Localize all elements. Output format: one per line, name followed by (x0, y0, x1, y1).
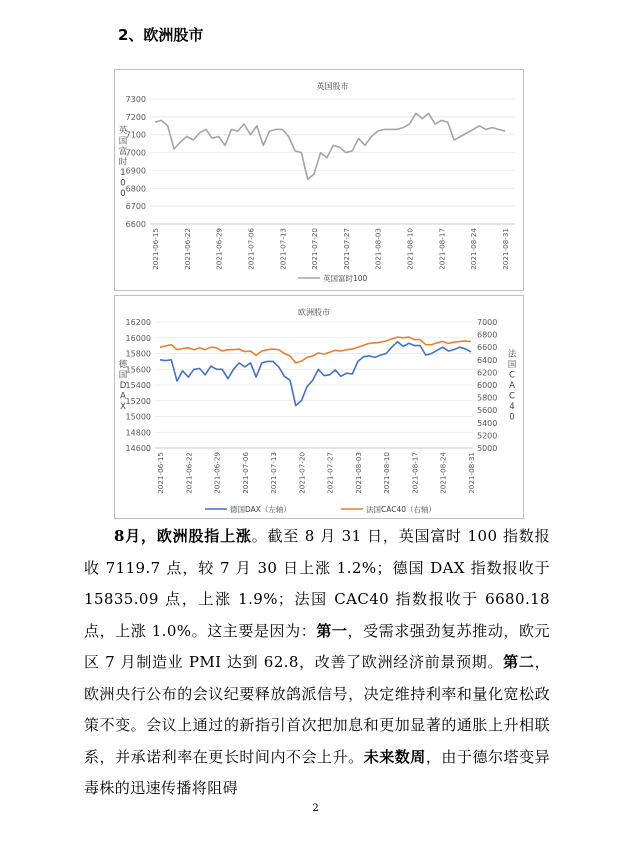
x-tick-label: 2021-08-17 (410, 452, 420, 494)
europe-stock-chart (114, 295, 524, 519)
y-axis-label: 英 (118, 126, 128, 136)
legend-label: 德国DAX（左轴） (230, 505, 291, 514)
y2-tick-label: 6800 (477, 330, 498, 340)
y2-tick-label: 5400 (477, 418, 498, 428)
uk-stock-chart-svg (115, 70, 523, 290)
y-axis-label: 国 (118, 136, 128, 147)
x-tick-label: 2021-07-13 (269, 452, 279, 494)
legend-label: 英国富时100 (323, 274, 368, 283)
bold-text-run: 8月，欧洲股指上涨 (114, 527, 252, 545)
europe-stock-chart-svg (115, 296, 523, 518)
x-tick-label: 2021-06-22 (182, 228, 192, 270)
x-tick-label: 2021-08-31 (501, 228, 510, 270)
y-axis-label: 1 (120, 168, 126, 178)
x-tick-label: 2021-07-20 (310, 228, 320, 270)
y-tick-label: 15000 (125, 412, 151, 422)
bold-text-run: 未来数周 (363, 747, 426, 766)
y2-tick-label: 5000 (477, 444, 498, 453)
y-tick-label: 7300 (125, 95, 146, 104)
x-tick-label: 2021-08-03 (373, 228, 383, 270)
y-axis-label: 时 (118, 157, 128, 168)
y-tick-label: 16000 (125, 333, 151, 343)
y-axis-label: A (120, 391, 126, 402)
x-tick-label: 2021-08-31 (467, 452, 476, 494)
text-run: ，由于德尔塔变异毒株的迅速传播将阻碍 (84, 747, 551, 797)
x-tick-label: 2021-07-06 (246, 228, 256, 270)
y2-axis-label: C (509, 370, 515, 381)
x-tick-label: 2021-07-13 (278, 228, 288, 270)
y-axis-label: 0 (120, 189, 126, 199)
y2-axis-label: 4 (509, 402, 515, 412)
bold-text-run: 第二 (503, 653, 535, 671)
x-tick-label: 2021-08-24 (469, 228, 479, 270)
x-tick-label: 2021-07-27 (325, 452, 335, 494)
y-tick-label: 6600 (125, 220, 146, 229)
x-tick-label: 2021-07-27 (341, 228, 351, 270)
y-tick-label: 15800 (125, 349, 151, 359)
body-paragraph (84, 521, 550, 805)
y2-tick-label: 7000 (477, 318, 498, 327)
x-tick-label: 2021-06-29 (212, 452, 222, 494)
x-tick-label: 2021-08-17 (437, 228, 447, 270)
y-axis-label: 富 (118, 147, 128, 157)
y-axis-label: 0 (120, 178, 126, 189)
x-tick-label: 2021-08-24 (438, 452, 448, 494)
y-tick-label: 7100 (125, 130, 146, 140)
y2-axis-label: 法 (507, 349, 517, 360)
y-tick-label: 6800 (125, 184, 146, 194)
y2-tick-label: 5200 (477, 431, 498, 441)
y-tick-label: 14800 (125, 428, 151, 438)
x-tick-label: 2021-06-29 (214, 228, 224, 270)
y-tick-label: 16200 (125, 318, 151, 327)
y-tick-label: 15600 (125, 365, 151, 375)
chart-title: 英国股市 (316, 82, 349, 91)
x-tick-label: 2021-08-10 (405, 228, 415, 270)
y-tick-label: 6700 (125, 202, 146, 212)
y-tick-label: 15400 (125, 381, 151, 390)
y-tick-label: 6900 (125, 166, 146, 176)
y2-tick-label: 5800 (477, 393, 498, 403)
legend-label: 法国CAC40（右轴） (366, 505, 437, 514)
page-number: 2 (312, 803, 319, 814)
x-tick-label: 2021-08-03 (353, 452, 363, 494)
y2-tick-label: 6600 (477, 343, 498, 353)
y-axis-label: X (120, 402, 126, 412)
y2-tick-label: 6000 (477, 381, 498, 390)
y2-tick-label: 5600 (477, 406, 498, 416)
y-tick-label: 7000 (125, 148, 146, 158)
section-heading: 2、欧洲股市 (118, 26, 204, 44)
text-run: 。截至 8 月 31 日，英国富时 100 指数报收 7119.7 点，较 7 月 30 日上涨 1.2%；德国 DAX 指数报收于 15835.09 点，上涨 1.9%；法国 CAC40 指数报收于 6680.18 点，上涨 1.0%。这主要是因为： (84, 527, 550, 640)
x-tick-label: 2021-07-06 (240, 452, 250, 494)
y-tick-label: 14600 (125, 444, 151, 453)
x-tick-label: 2021-06-22 (184, 452, 194, 494)
uk-stock-chart (114, 69, 524, 291)
x-tick-label: 2021-08-10 (382, 452, 392, 494)
text-run: ，欧洲央行公布的会议纪要释放鸽派信号，决定维持利率和量化宽松政策不变。会议上通过的新指引首次把加息和更加显著的通胀上升相联系，并承诺利率在更长时间内不会上升。 (84, 653, 550, 766)
y2-tick-label: 6200 (477, 368, 498, 378)
y-tick-label: 15200 (125, 396, 151, 406)
series-line-0 (160, 342, 471, 406)
y-axis-label: 德 (118, 360, 128, 370)
chart-title: 欧洲股市 (298, 308, 330, 317)
series-line-1 (160, 337, 471, 363)
y2-axis-label: 国 (507, 360, 517, 370)
y2-axis-label: A (509, 381, 515, 391)
y2-axis-label: 0 (509, 412, 515, 423)
y2-axis-label: C (509, 391, 515, 402)
y2-tick-label: 6400 (477, 355, 498, 365)
series-line-0 (155, 113, 505, 179)
bold-text-run: 第一 (316, 621, 348, 640)
paragraph-text (84, 521, 550, 805)
x-tick-label: 2021-07-20 (297, 452, 307, 494)
y-tick-label: 7200 (125, 112, 146, 122)
y-axis-label: D (119, 381, 127, 391)
text-run: ，受需求强劲复苏推动，欧元区 7 月制造业 PMI 达到 62.8，改善了欧洲经济前景预期。 (84, 621, 550, 671)
y-axis-label: 国 (118, 370, 128, 381)
x-tick-label: 2021-06-15 (151, 228, 160, 270)
x-tick-label: 2021-06-15 (156, 452, 165, 494)
